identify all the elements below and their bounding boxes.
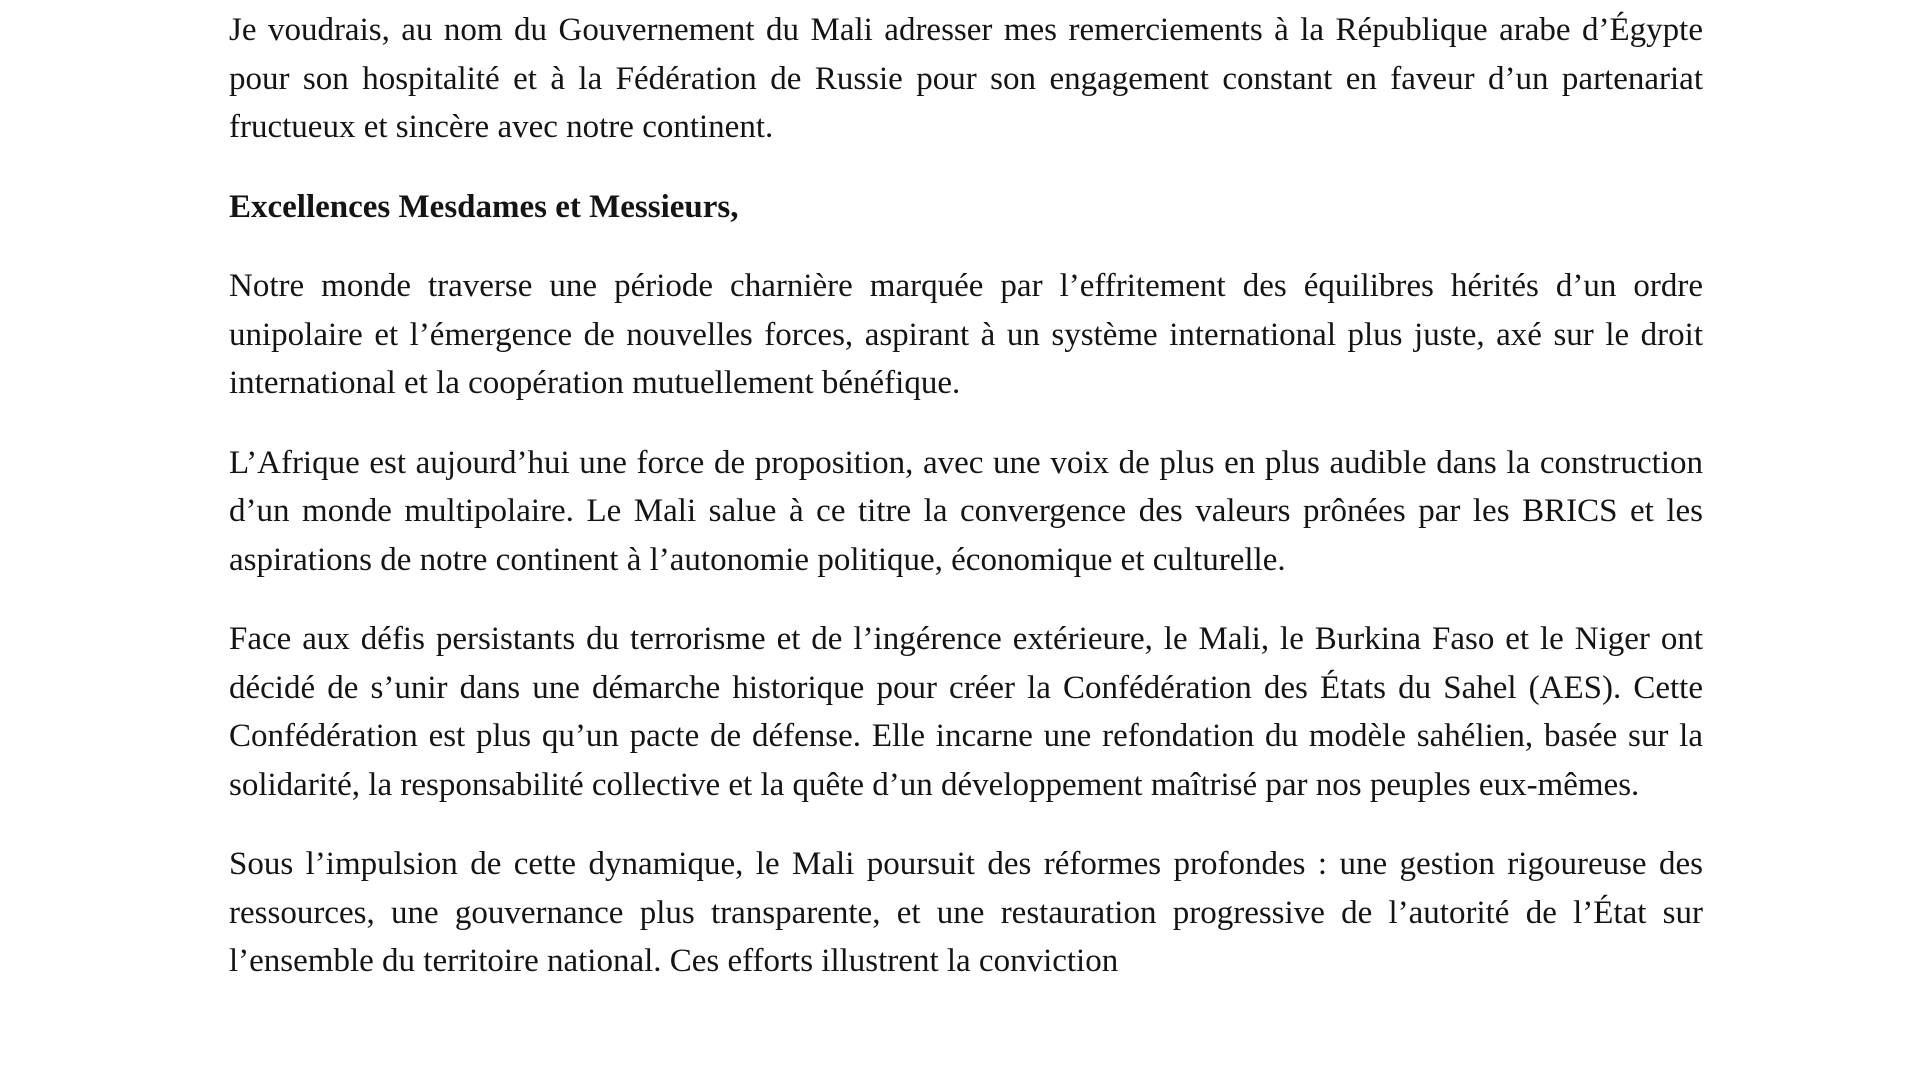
- paragraph-world-order: Notre monde traverse une période charnière marquée par l’effritement des équilibres hérités d’un ordre unipolaire et l’émergence de nouvelles forces, aspirant à un système international plus juste, axé sur le droit international et la coopération mutuellement bénéfique.: [229, 268, 1703, 401]
- paragraph-africa: L’Afrique est aujourd’hui une force de proposition, avec une voix de plus en plus audible dans la construction d’un monde multipolaire. Le Mali salue à ce titre la convergence des valeurs prônées par les BRICS et les aspirations de notre continent à l’autonomie politique, économique et culturelle.: [229, 444, 1703, 578]
- paragraph-reforms: Sous l’impulsion de cette dynamique, le Mali poursuit des réformes profondes : une gestion rigoureuse des ressources, une gouvernance plus transparente, et une restauration progressive de l’autorité de l’État sur l’ensemble du territoire national. Ces efforts illustrent la conviction: [229, 846, 1703, 979]
- paragraph-thanks: Je voudrais, au nom du Gouvernement du Mali adresser mes remerciements à la République arabe d’Égypte pour son hospitalité et à la Fédération de Russie pour son engagement constant en faveur d’un partenariat fructueux et sincère avec notre continent.: [229, 12, 1703, 145]
- document-body: [229, 6, 1703, 1017]
- salutation-heading: Excellences Mesdames et Messieurs,: [229, 188, 739, 225]
- paragraph-aes: Face aux défis persistants du terrorisme et de l’ingérence extérieure, le Mali, le Burkina Faso et le Niger ont décidé de s’unir dans une démarche historique pour créer la Confédération des États du Sahel (AES). Cette Confédération est plus qu’un pacte de défense. Elle incarne une refondation du modèle sahélien, basée sur la solidarité, la responsabilité collective et la quête d’un développement maîtrisé par nos peuples eux-mêmes.: [229, 621, 1703, 803]
